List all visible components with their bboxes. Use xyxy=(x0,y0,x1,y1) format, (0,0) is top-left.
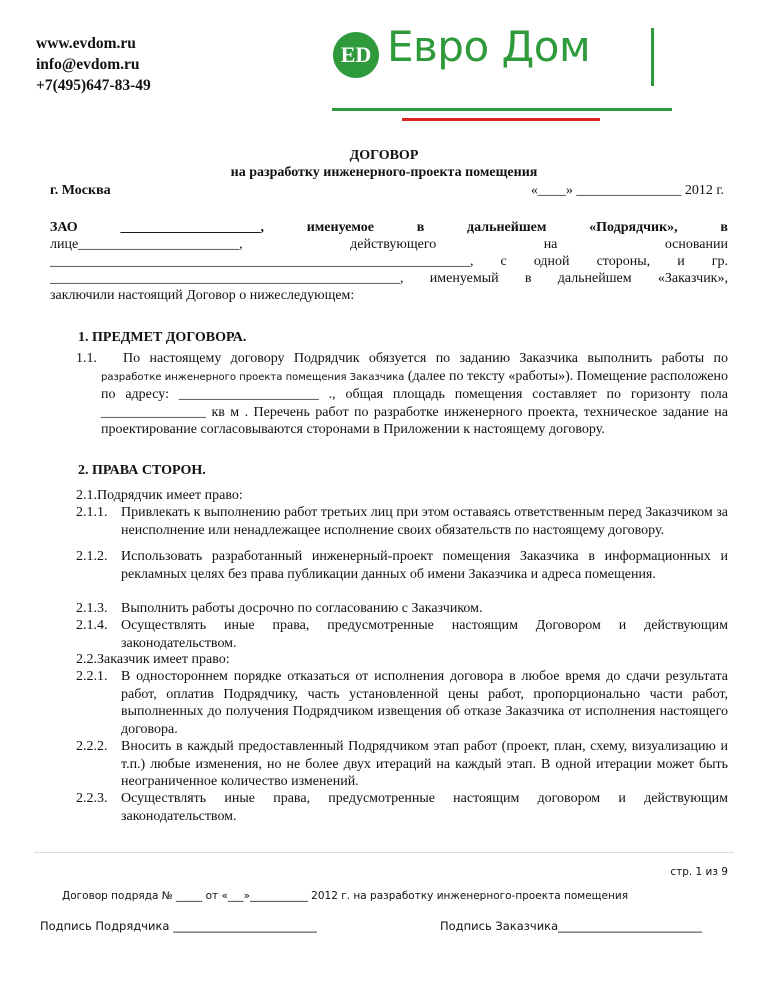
email-link[interactable]: info@evdom.ru xyxy=(36,56,140,73)
page-number: стр. 1 из 9 xyxy=(670,866,728,878)
document-title: ДОГОВОР xyxy=(349,148,419,163)
subsection-2-2: 2.2.Заказчик имеет право: xyxy=(76,652,230,667)
clause-text-a: По настоящему договору Подрядчик обязуется по заданию Заказчика выполнить работы по xyxy=(123,351,728,366)
clause-text: Осуществлять иные права, предусмотренные настоящим Договором и действующим законодательством. xyxy=(121,618,728,651)
clause-2-2-1 xyxy=(76,668,728,738)
clause-text: Привлекать к выполнению работ третьих лиц при этом оставаясь ответственным перед Заказчиком за неисполнение или ненадлежащее исполнение своих обязательств по настоящему договору. xyxy=(121,505,728,538)
clause-number: 2.1.2. xyxy=(76,549,108,564)
intro-line-1-text: ЗАО ____________________, именуемое в дальнейшем «Подрядчик», в xyxy=(50,220,728,235)
clause-2-1-1 xyxy=(76,504,728,539)
header-line-red xyxy=(402,118,600,121)
footer-divider xyxy=(34,852,734,853)
clause-1-1 xyxy=(76,350,728,439)
clause-text: Вносить в каждый предоставленный Подрядчиком этап работ (проект, план, схему, визуализацию и т.п.) любые изменения, но не более двух итераций на каждый этап. В одной итерации может быть неограниченное количество изменений. xyxy=(121,739,728,789)
section-1-heading: 1. ПРЕДМЕТ ДОГОВОРА. xyxy=(78,330,247,345)
clause-number: 2.2.1. xyxy=(76,669,108,684)
intro-line-3: ____________________________________________________________, с одной стороны, и гр. xyxy=(50,254,728,269)
clause-2-1-4 xyxy=(76,617,728,652)
clause-text-b-rest: (далее по тексту «работы»). Помещение расположено по адресу: ____________________ ., общая площадь помещения составляет по горизонту пола _______________ кв м . Перечень работ по разработке инженерного проекта, техническое задание на проектирование согласовываются сторонами в Приложении к настоящему договору. xyxy=(101,368,728,437)
city: г. Москва xyxy=(50,183,111,198)
clause-2-1-3 xyxy=(76,600,728,618)
logo-text: Евро Дом xyxy=(387,22,591,71)
clause-number: 2.1.3. xyxy=(76,601,108,616)
site-link[interactable]: www.evdom.ru xyxy=(36,35,136,52)
section-2-heading: 2. ПРАВА СТОРОН. xyxy=(78,463,206,478)
signature-contractor: Подпись Подрядчика _________________________ xyxy=(40,919,317,933)
clause-2-2-2 xyxy=(76,738,728,791)
intro-line-2: лице_______________________, действующего на основании xyxy=(50,237,728,252)
clause-text: В одностороннем порядке отказаться от исполнения договора в любое время до сдачи результата работ, оплатив Подрядчику, часть установленной цены работ, пропорционально части работ, выполненных до получения Подрядчиком извещения об отказе Заказчика от исполнения настоящего договора. xyxy=(121,669,728,737)
signature-customer: Подпись Заказчика_________________________ xyxy=(440,919,702,933)
logo-mark-icon: ED xyxy=(333,32,379,78)
clause-number: 2.2.3. xyxy=(76,791,108,806)
clause-text: Осуществлять иные права, предусмотренные настоящим договором и действующим законодательством. xyxy=(121,791,728,824)
clause-number: 2.2.2. xyxy=(76,739,108,754)
clause-2-1-2 xyxy=(76,548,728,583)
footer-contract-info: Договор подряда № _____ от «___»___________ 2012 г. на разработку инженерного-проекта помещения xyxy=(62,890,629,902)
clause-number: 1.1. xyxy=(76,351,97,366)
clause-number: 2.1.1. xyxy=(76,505,108,520)
clause-number: 2.1.4. xyxy=(76,618,108,633)
clause-2-2-3 xyxy=(76,790,728,825)
logo-divider xyxy=(651,28,654,86)
clause-text-b xyxy=(101,368,728,439)
intro-line-4: __________________________________________________, именуемый в дальнейшем «Заказчик», xyxy=(50,271,728,286)
contacts-block xyxy=(36,33,151,96)
contract-date: «____» _______________ 2012 г. xyxy=(530,183,724,198)
intro-line-5: заключили настоящий Договор о нижеследующем: xyxy=(50,288,355,303)
intro-line-1 xyxy=(50,219,728,237)
clause-text: Выполнить работы досрочно по согласованию с Заказчиком. xyxy=(121,601,483,616)
clause-text-b-small: разработке инженерного проекта помещения Заказчика xyxy=(101,371,405,383)
subsection-2-1: 2.1.Подрядчик имеет право: xyxy=(76,488,243,503)
company-logo xyxy=(333,22,673,98)
clause-text: Использовать разработанный инженерный-проект помещения Заказчика в информационных и рекламных целях без права публикации данных об имени Заказчика и адреса помещения. xyxy=(121,549,728,582)
phone-number: +7(495)647-83-49 xyxy=(36,77,151,94)
header-line-green xyxy=(332,108,672,111)
document-subtitle: на разработку инженерного-проекта помещения xyxy=(230,165,538,180)
